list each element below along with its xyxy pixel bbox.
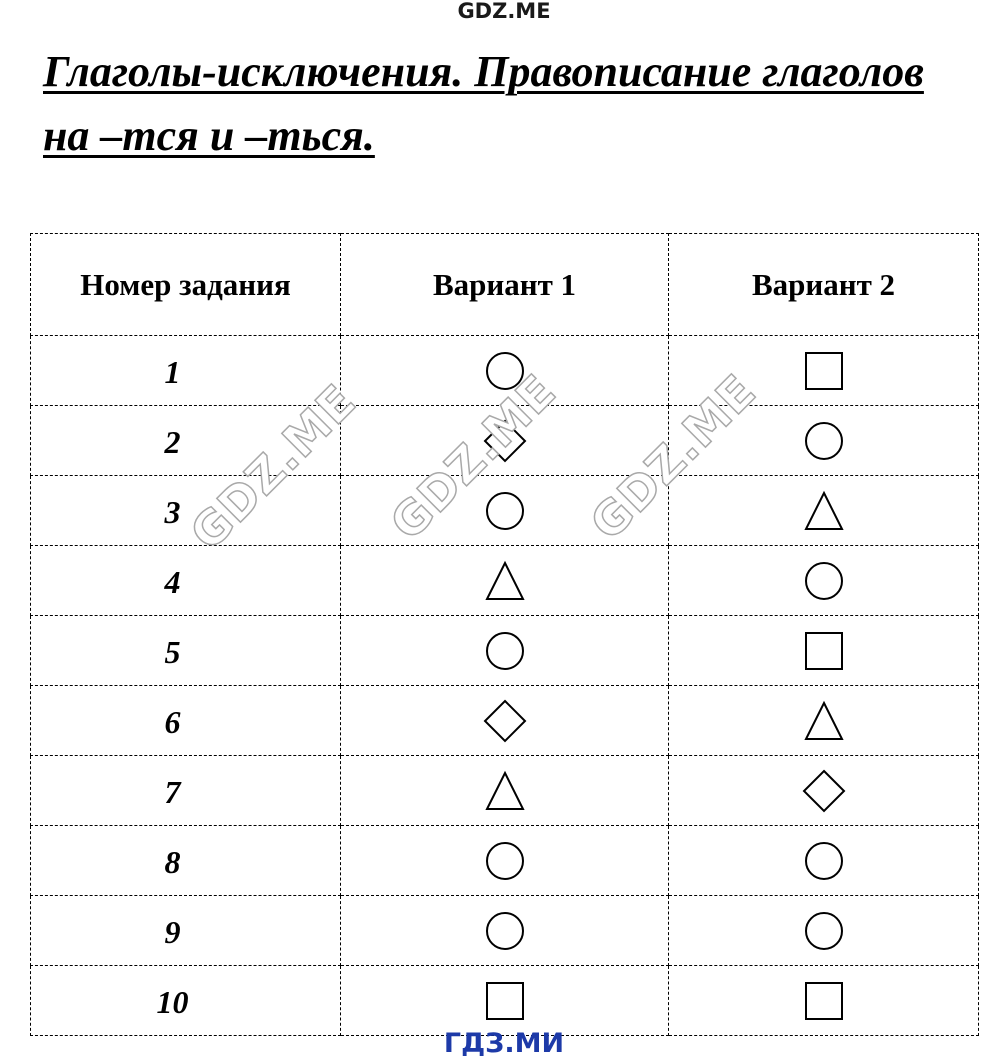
variant-2-answer-cell [669,336,979,406]
square-icon [802,979,846,1023]
task-number-cell [31,896,341,966]
task-number-cell [31,406,341,476]
variant-1-answer-cell [341,896,669,966]
variant-2-answer-cell [669,756,979,826]
watermark: GDZ.ME [379,363,567,551]
table-row [31,406,979,476]
triangle-icon [802,489,846,533]
triangle-icon [802,699,846,743]
footer-label: ГДЗ.МИ [443,1028,565,1059]
task-number-cell [31,546,341,616]
task-number: 7 [164,774,181,810]
header-variant-1: Вариант 1 [341,234,669,336]
variant-1-answer-cell [341,756,669,826]
task-number-cell [31,476,341,546]
variant-2-answer-cell [669,896,979,966]
diamond-icon [483,419,527,463]
table-row [31,616,979,686]
task-number: 2 [164,424,181,460]
task-number-cell [31,966,341,1036]
table-row [31,546,979,616]
diamond-icon [802,769,846,813]
variant-2-answer-cell [669,826,979,896]
variant-2-answer-cell [669,476,979,546]
table-row [31,966,979,1036]
task-number-cell [31,826,341,896]
circle-icon [802,839,846,883]
table-header-row [31,234,979,336]
table-row [31,826,979,896]
site-label: GDZ.ME [457,0,551,23]
triangle-icon [483,559,527,603]
circle-icon [483,489,527,533]
header-task-number: Номер задания [31,234,341,336]
table-row [31,896,979,966]
circle-icon [802,559,846,603]
circle-icon [802,909,846,953]
variant-1-answer-cell [341,336,669,406]
variant-1-answer-cell [341,616,669,686]
answers-table [30,233,979,1036]
task-number: 10 [156,984,189,1020]
variant-1-answer-cell [341,686,669,756]
variant-1-answer-cell [341,966,669,1036]
variant-1-answer-cell [341,476,669,546]
watermark: GDZ.ME [579,363,767,551]
task-number: 4 [164,564,181,600]
task-number: 9 [164,914,181,950]
variant-2-answer-cell [669,546,979,616]
task-number-cell [31,756,341,826]
variant-2-answer-cell [669,406,979,476]
table-row [31,336,979,406]
variant-2-answer-cell [669,686,979,756]
title-line-1: Глаголы-исключения. Правописание глаголов [43,47,924,96]
page-title [43,40,993,168]
header-variant-2: Вариант 2 [669,234,979,336]
title-line-2: на –тся и –ться. [43,111,375,160]
task-number: 6 [164,704,181,740]
triangle-icon [483,769,527,813]
variant-1-answer-cell [341,826,669,896]
variant-1-answer-cell [341,546,669,616]
circle-icon [483,839,527,883]
circle-icon [483,629,527,673]
task-number: 1 [164,354,181,390]
square-icon [483,979,527,1023]
square-icon [802,629,846,673]
table-row [31,476,979,546]
circle-icon [802,419,846,463]
task-number: 5 [164,634,181,670]
watermark: GDZ.ME [179,373,367,561]
variant-2-answer-cell [669,616,979,686]
square-icon [802,349,846,393]
diamond-icon [483,699,527,743]
table-row [31,756,979,826]
task-number: 8 [164,844,181,880]
circle-icon [483,349,527,393]
variant-1-answer-cell [341,406,669,476]
circle-icon [483,909,527,953]
task-number: 3 [164,494,181,530]
table-row [31,686,979,756]
task-number-cell [31,616,341,686]
task-number-cell [31,336,341,406]
variant-2-answer-cell [669,966,979,1036]
task-number-cell [31,686,341,756]
